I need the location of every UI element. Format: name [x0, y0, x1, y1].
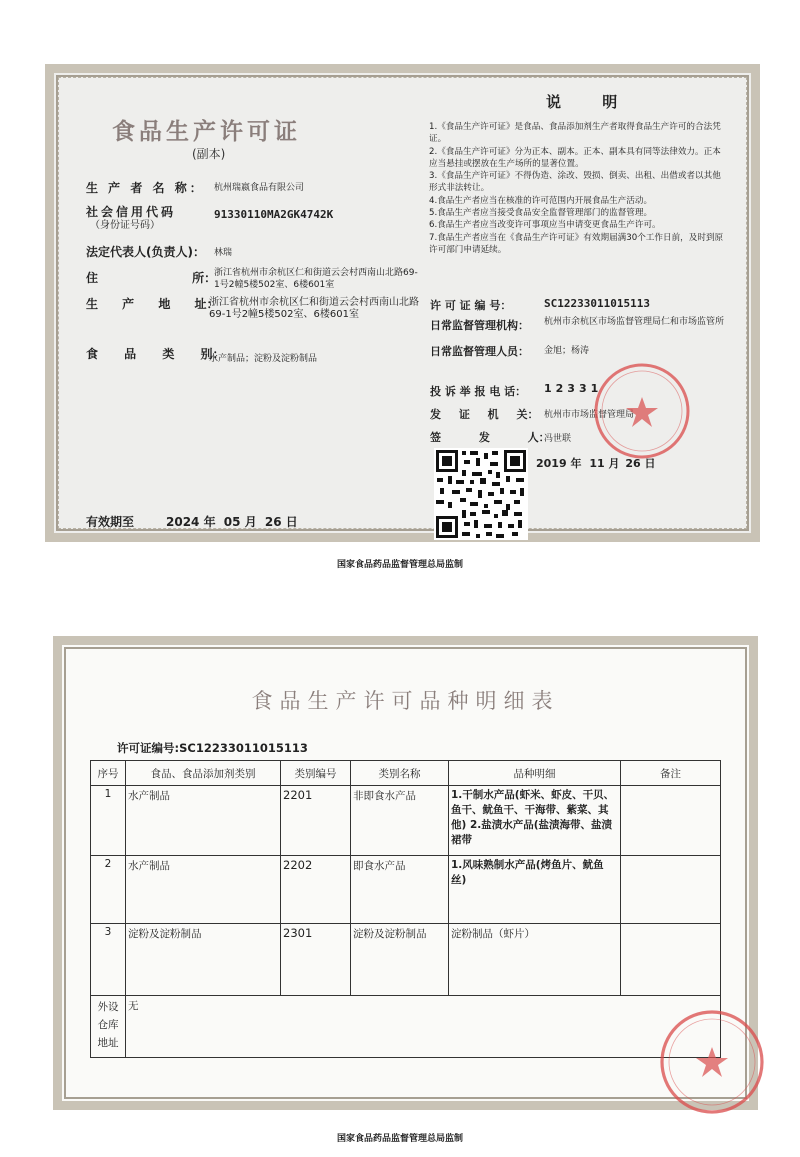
- row-category: 水产制品: [126, 856, 281, 924]
- supervisor-label: 日常监督管理人员：: [430, 345, 529, 358]
- address-label: 住 所：: [86, 271, 217, 285]
- explanation-title: 说 明: [546, 93, 636, 111]
- detail-sheet-card: [53, 636, 758, 1110]
- credit-code-label: 社会信用代码: [86, 205, 177, 219]
- header-cell: 品种明细: [449, 761, 621, 786]
- year-char: 年: [570, 457, 582, 470]
- note-item: 4.食品生产者应当在核准的许可范围内开展食品生产活动。: [429, 195, 653, 206]
- certificate-title: 食品生产许可证: [112, 118, 301, 145]
- certificate-footer: 国家食品药品监督管理总局监制: [336, 560, 463, 570]
- supervisor-value: 金旭；杨涛: [544, 346, 590, 356]
- id-number-label: （身份证号码）: [90, 220, 160, 231]
- validity-year: 2024: [166, 515, 200, 529]
- row-name: 即食水产品: [351, 856, 449, 924]
- validity-day: 26: [264, 515, 282, 529]
- validity-label: 有效期至: [86, 515, 135, 529]
- license-no-value: SC12233011015113: [544, 297, 650, 310]
- detail-sheet-footer: 国家食品药品监督管理总局监制: [336, 1134, 463, 1144]
- month-char: 月: [608, 457, 620, 470]
- supervision-org-label: 日常监督管理机构：: [430, 319, 529, 332]
- explanation-notes: [429, 121, 729, 256]
- day-char: 日: [285, 515, 298, 529]
- row-detail: 1.干制水产品(虾米、虾皮、干贝、鱼干、鱿鱼干、干海带、紫菜、其他) 2.盐渍水产品(盐渍海带、盐渍裙带: [449, 786, 621, 856]
- issuer-value: 杭州市市场监督管理局: [544, 410, 635, 420]
- header-cell: 类别名称: [351, 761, 449, 786]
- row-name: 非即食水产品: [351, 786, 449, 856]
- detail-license-no-value: SC12233011015113: [179, 741, 308, 755]
- legal-rep-label: 法定代表人(负责人)：: [86, 245, 205, 259]
- note-item: 1.《食品生产许可证》是食品、食品添加剂生产者取得食品生产许可的合法凭证。: [429, 122, 721, 145]
- note-item: 7.食品生产者应当在《食品生产许可证》有效期届满30个工作日前，及时到原许可部门申请延续。: [429, 232, 724, 255]
- row-category: 水产制品: [126, 786, 281, 856]
- validity-date: [166, 513, 298, 530]
- issuer-label: 发 证 机 关：: [430, 408, 539, 421]
- production-site-value: 浙江省杭州市余杭区仁和街道云会村西南山北路69-1号2幢5楼502室、6楼601室: [209, 297, 419, 320]
- credit-code-value: 91330110MA2GK4742K: [214, 208, 334, 221]
- official-seal-icon: [592, 361, 692, 461]
- certificate-subtitle: (副本): [192, 147, 226, 161]
- complaint-value: 12331: [544, 382, 603, 395]
- complaint-label: 投 诉 举 报 电 话：: [430, 385, 527, 398]
- header-cell: 序号: [91, 761, 126, 786]
- row-detail: 淀粉制品（虾片）: [449, 924, 621, 996]
- detail-sheet-title: 食品生产许可品种明细表: [251, 689, 560, 713]
- signer-label: 签 发 人：: [430, 431, 550, 444]
- table-row: [91, 786, 721, 856]
- address-value: 浙江省杭州市余杭区仁和街道云会村西南山北路69-1号2幢5楼502室、6楼601室: [214, 268, 418, 290]
- note-item: 5.食品生产者应当接受食品安全监督管理部门的监督管理。: [429, 208, 653, 219]
- food-category-label: 食 品 类 别：: [86, 347, 225, 361]
- row-remark: [621, 856, 721, 924]
- note-item: 2.《食品生产许可证》分为正本、副本。正本、副本具有同等法律效力。正本应当悬挂或摆放在生产场所的显著位置。: [429, 146, 721, 169]
- warehouse-value: 无: [126, 996, 721, 1058]
- table-header-row: [91, 761, 721, 786]
- header-cell: 食品、食品添加剂类别: [126, 761, 281, 786]
- qr-code-icon: [434, 448, 528, 540]
- row-no: 3: [91, 924, 126, 996]
- legal-rep-value: 林瑞: [214, 248, 233, 258]
- certificate-card: [45, 64, 760, 542]
- row-no: 1: [91, 786, 126, 856]
- row-name: 淀粉及淀粉制品: [351, 924, 449, 996]
- year-char: 年: [203, 515, 216, 529]
- month-char: 月: [244, 515, 257, 529]
- license-no-label: 许 可 证 编 号：: [430, 299, 512, 312]
- note-item: 3.《食品生产许可证》不得伪造、涂改、毁损、倒卖、出租、出借或者以其他形式非法转让。: [429, 171, 721, 194]
- warehouse-row: [91, 996, 721, 1058]
- food-category-value: 水产制品；淀粉及淀粉制品: [209, 354, 318, 364]
- row-remark: [621, 924, 721, 996]
- row-no: 2: [91, 856, 126, 924]
- row-code: 2202: [281, 856, 351, 924]
- row-category: 淀粉及淀粉制品: [126, 924, 281, 996]
- note-item: 6.食品生产者应当改变许可事项应当申请变更食品生产许可。: [429, 220, 661, 231]
- producer-label: 生 产 者 名 称：: [86, 181, 205, 195]
- official-seal-icon: [657, 1007, 767, 1117]
- header-cell: 备注: [621, 761, 721, 786]
- row-code: 2301: [281, 924, 351, 996]
- warehouse-label: 外设仓库地址: [91, 996, 126, 1058]
- signer-value: 冯世联: [544, 434, 572, 444]
- row-code: 2201: [281, 786, 351, 856]
- row-detail: 1.风味熟制水产品(烤鱼片、鱿鱼丝): [449, 856, 621, 924]
- issue-month: 11: [589, 457, 605, 470]
- validity-month: 05: [223, 515, 241, 529]
- table-row: [91, 924, 721, 996]
- issue-year: 2019: [536, 457, 567, 470]
- detail-license-no-label: 许可证编号:: [117, 741, 180, 755]
- row-remark: [621, 786, 721, 856]
- issue-day: 26: [625, 457, 641, 470]
- day-char: 日: [644, 457, 656, 470]
- producer-value: 杭州瑞嬴食品有限公司: [214, 183, 305, 193]
- table-row: [91, 856, 721, 924]
- supervision-org-value: 杭州市余杭区市场监督管理局仁和市场监管所: [544, 317, 725, 327]
- product-table: [90, 760, 721, 1058]
- detail-license-no: [117, 740, 308, 756]
- header-cell: 类别编号: [281, 761, 351, 786]
- production-site-label: 生 产 地 址：: [86, 297, 219, 311]
